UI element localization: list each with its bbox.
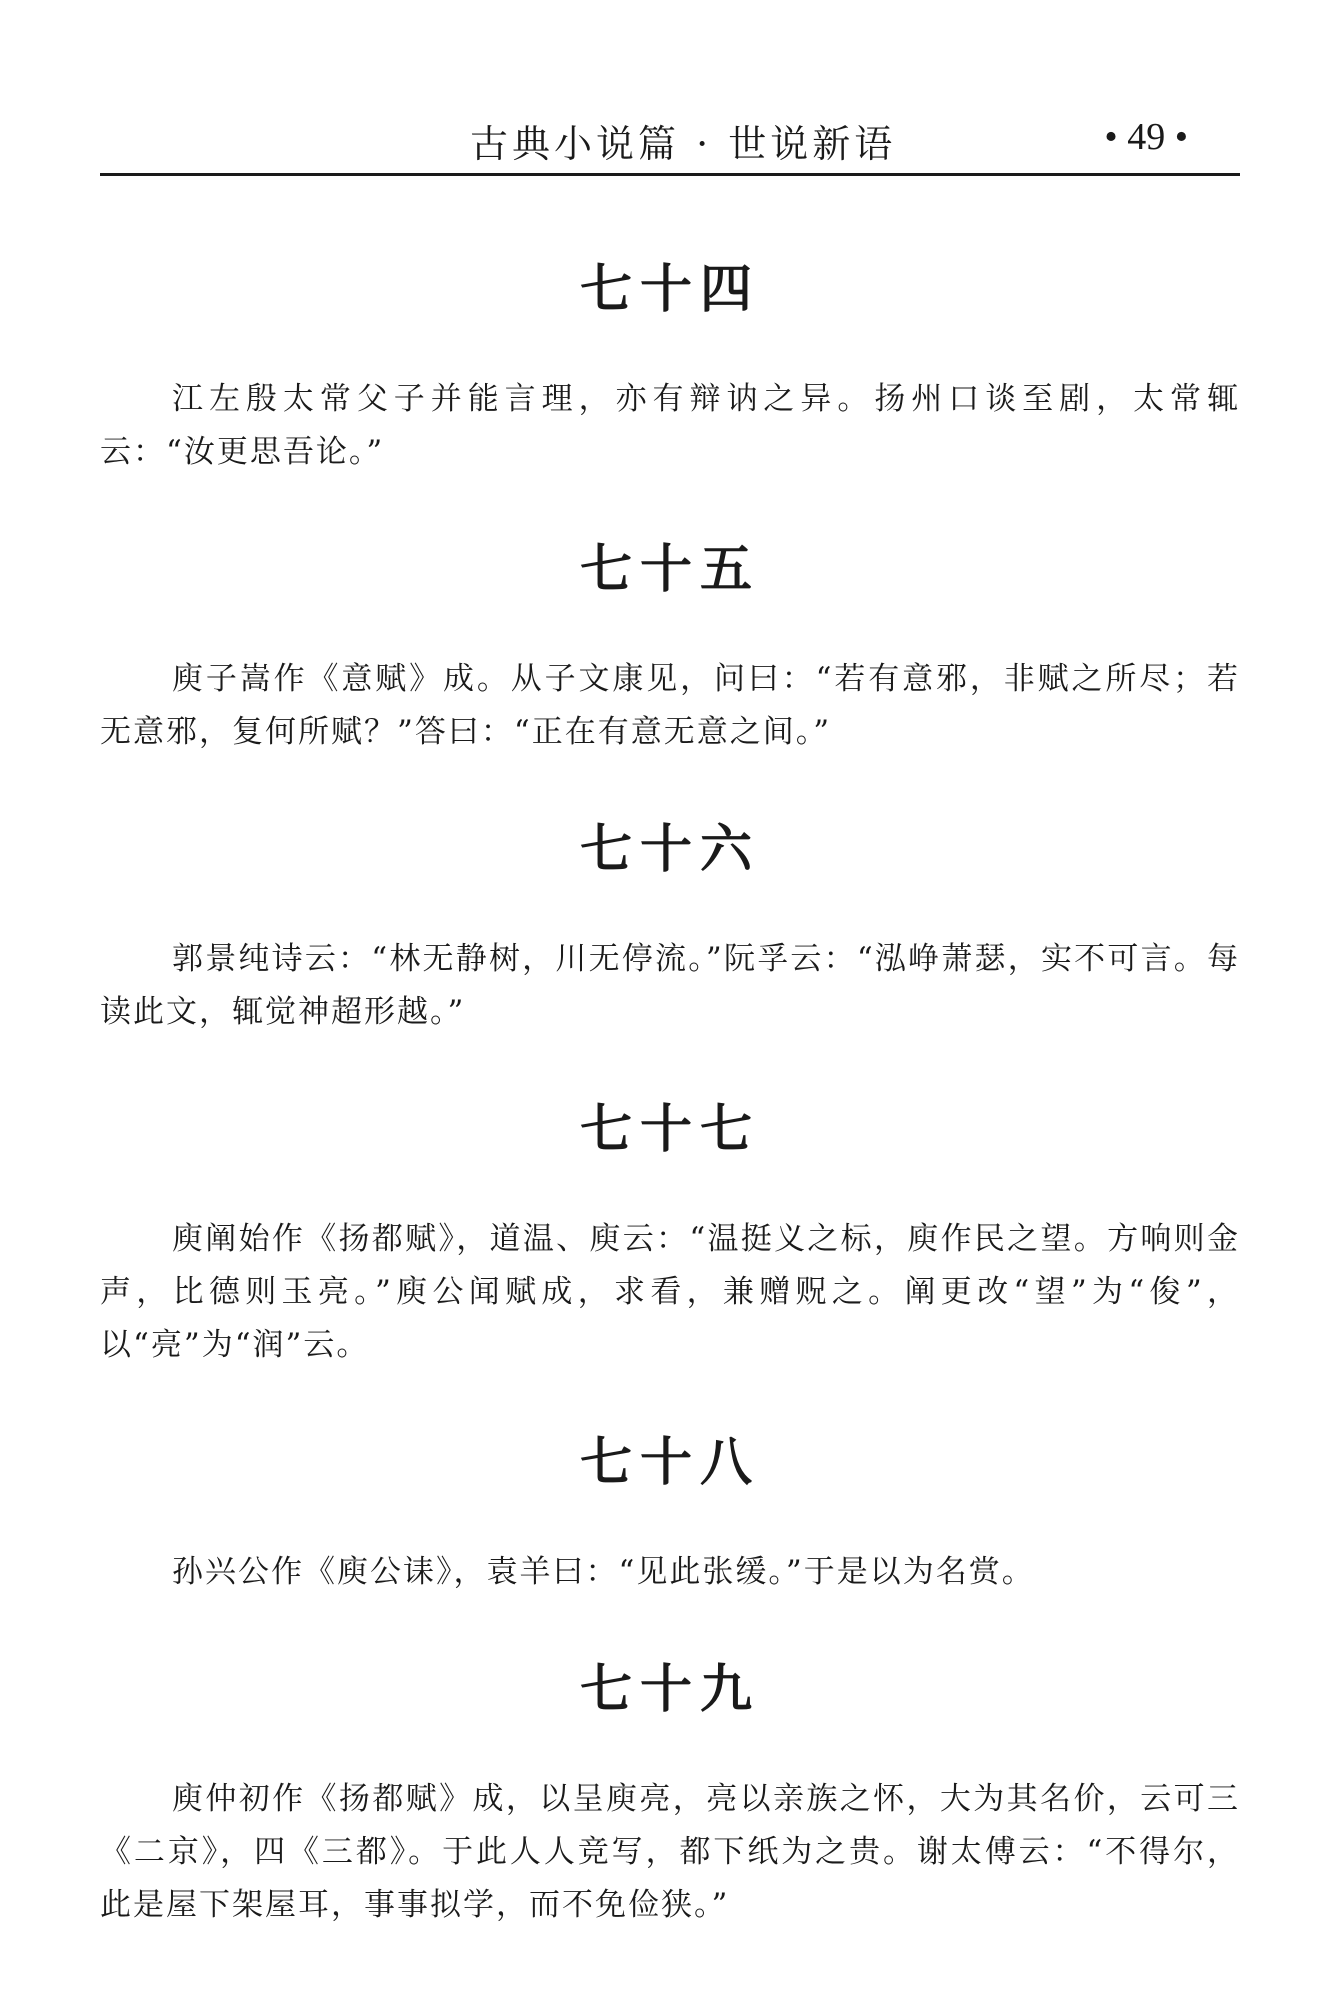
section-77 — [100, 1095, 1240, 1372]
section-title: 七十四 — [579, 260, 760, 320]
section-title: 七十七 — [579, 1100, 760, 1160]
section-paragraph: 孙兴公作《庾公诔》，袁羊曰：“见此张缓。”于是以为名赏。 — [172, 1554, 1035, 1590]
section-title: 七十五 — [579, 540, 760, 600]
section-title: 七十九 — [579, 1660, 760, 1720]
section-79 — [100, 1655, 1240, 1932]
section-title: 七十六 — [579, 820, 760, 880]
section-74 — [100, 255, 1240, 479]
section-paragraph: 庾子嵩作《意赋》成。从子文康见，问曰：“若有意邪，非赋之所尽；若无意邪，复何所赋？”答曰：“正在有意无意之间。” — [100, 661, 1240, 750]
section-78 — [100, 1428, 1240, 1599]
section-paragraph: 庾阐始作《扬都赋》，道温、庾云：“温挺义之标，庾作民之望。方响则金声，比德则玉亮。”庾公闻赋成，求看，兼赠贶之。阐更改“望”为“俊”，以“亮”为“润”云。 — [100, 1221, 1240, 1363]
page-number: • 49 • — [1104, 116, 1188, 158]
section-paragraph: 庾仲初作《扬都赋》成，以呈庾亮，亮以亲族之怀，大为其名价，云可三《二京》，四《三都》。于此人人竞写，都下纸为之贵。谢太傅云：“不得尔，此是屋下架屋耳，事事拟学，而不免俭狭。” — [100, 1781, 1240, 1923]
page-body — [100, 255, 1240, 1988]
section-paragraph: 江左殷太常父子并能言理，亦有辩讷之异。扬州口谈至剧，太常辄云：“汝更思吾论。” — [100, 381, 1240, 470]
section-title: 七十八 — [579, 1433, 760, 1493]
page-header — [100, 105, 1240, 176]
section-75 — [100, 535, 1240, 759]
section-76 — [100, 815, 1240, 1039]
section-paragraph: 郭景纯诗云：“林无静树，川无停流。”阮孚云：“泓峥萧瑟，实不可言。每读此文，辄觉神超形越。” — [100, 941, 1240, 1030]
running-title: 古典小说篇 · 世说新语 — [470, 122, 897, 166]
